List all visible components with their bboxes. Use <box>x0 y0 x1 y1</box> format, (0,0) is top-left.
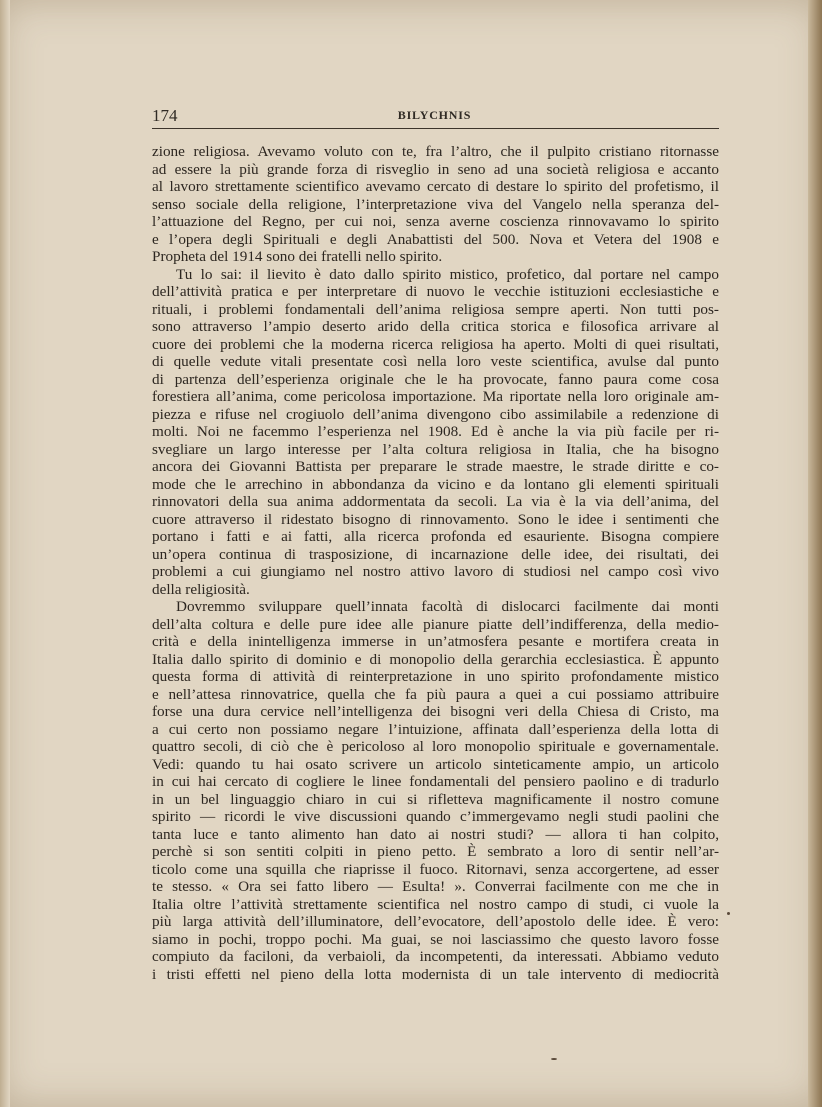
text-line: zione religiosa. Avevamo voluto con te, fra l’altro, che il pulpito cristiano ritornasse <box>152 143 719 160</box>
text-line: questa forma di attività di reinterpretazione in uno spirito profondamente mistico <box>152 668 719 685</box>
text-line: sono attraverso l’ampio deserto arido della critica storica e filosofica arrivare al <box>152 318 719 335</box>
text-line: Tu lo sai: il lievito è dato dallo spirito mistico, profetico, dal portare nel campo <box>176 265 719 283</box>
text-line: forestiera all’anima, come pericolosa importazione. Ma riportate nella loro originale am- <box>152 388 719 405</box>
text-line: senso sociale della religione, l’interpretazione viva del Vangelo nella speranza del- <box>152 195 719 213</box>
text-line: spirito — ricordi le vive discussioni quando c’immergevamo negli studi paolini che <box>152 808 719 825</box>
text-line: Propheta del 1914 sono dei fratelli nello spirito. <box>152 248 443 265</box>
header-rule <box>152 128 719 129</box>
text-line: e nell’attesa rinnovatrice, quella che fa più paura a quei a cui possiamo attribuire <box>152 685 719 703</box>
text-line: siamo in pochi, troppo pochi. Ma guai, se noi lasciassimo che questo lavoro fosse <box>152 930 719 948</box>
text-line: perchè si son sentiti colpiti in pieno petto. È sembrato a loro di sentir nell’ar- <box>152 843 719 860</box>
text-line: ancora dei Giovanni Battista per preparare le strade maestre, le strade diritte e co- <box>152 458 719 475</box>
ink-speck <box>727 912 730 915</box>
text-line: tanta luce e tanto alimento han dato ai nostri studi? — allora ti han colpito, <box>152 825 719 843</box>
text-line: più larga attività dell’illuminatore, dell’evocatore, dell’apostolo delle idee. È vero: <box>152 913 719 930</box>
text-line: quattro secoli, di ciò che è pericoloso al loro monopolio spirituale e governamentale. <box>152 738 719 755</box>
text-line: un’opera continua di trasposizione, di incarnazione delle idee, dei risultati, dei <box>152 545 719 563</box>
text-line: compiuto da faciloni, da verbaioli, da incompetenti, da interessati. Abbiamo veduto <box>152 948 719 965</box>
page-number: 174 <box>152 106 178 125</box>
text-line: portano i fatti e ai fatti, alla ricerca profonda ed esauriente. Bisogna compiere <box>152 528 719 545</box>
text-line: di partenza dell’esperienza originale che le ha provocate, fanno paura come cosa <box>152 370 719 388</box>
text-line: te stesso. « Ora sei fatto libero — Esulta! ». Converrai facilmente con me che in <box>152 878 719 895</box>
text-line: al lavoro strettamente scientifico avevamo cercato di destare lo spirito del profetismo, il <box>152 178 719 195</box>
text-line: in cui hai cercato di cogliere le linee fondamentali del pensiero paolino e di tradurlo <box>152 773 719 790</box>
text-line: Vedi: quando tu hai osato scrivere un articolo sinteticamente ampio, un articolo <box>152 755 719 773</box>
text-line: cuore attraverso il ridestato bisogno di rinnovamento. Sono le idee i sentimenti che <box>152 510 719 528</box>
text-line: Italia oltre l’attività strettamente scientifica nel nostro campo di studi, ci vuole la <box>152 895 719 913</box>
text-line: dell’attività pratica e per interpretare di nuovo le vecchie istituzioni ecclesiastiche e <box>152 283 719 300</box>
text-line: ticolo come una squilla che riaprisse il fuoco. Ritornavi, senza accorgertene, ad esser <box>152 860 719 878</box>
text-line: i tristi effetti nel pieno della lotta modernista di un tale intervento di mediocrità <box>152 965 719 983</box>
page-left-edge <box>0 0 10 1107</box>
text-line: cuore dei problemi che la moderna ricerca religiosa ha aperto. Molti di quei risultati, <box>152 335 719 353</box>
text-line: in un bel linguaggio chiaro in cui si rifletteva magnificamente il nostro comune <box>152 790 719 808</box>
text-line: a cui certo non possiamo negare l’intuizione, affinata dall’esperienza della lotta di <box>152 720 719 738</box>
text-line: mode che le arrechino in abbondanza da vicino e da lontano gli elementi spirituali <box>152 475 719 493</box>
text-line: di quelle vedute vitali presentate così nella loro veste scientifica, avulse dal punto <box>152 353 719 370</box>
text-line: l’attuazione del Regno, per cui noi, senza averne coscienza rinnovavamo lo spirito <box>152 213 719 230</box>
text-line: forse una dura cervice nell’intelligenza dei bisogni veri della Chiesa di Cristo, ma <box>152 703 719 720</box>
page-header <box>152 104 717 126</box>
text-line: dell’alta coltura e delle pure idee alle pianure piatte dell’indifferenza, della medio- <box>152 615 719 633</box>
running-title: BILYCHNIS <box>397 108 472 122</box>
page-right-edge <box>808 0 822 1107</box>
text-line: e l’opera degli Spirituali e degli Anabattisti del 500. Nova et Vetera del 1908 e <box>152 230 719 248</box>
text-line: rinnovatori della sua anima addormentata da secoli. La via è la via dell’anima, del <box>152 493 719 510</box>
text-line: Italia dallo spirito di dominio e di monopolio della gerarchia ecclesiastica. È appunto <box>152 650 719 668</box>
text-line: della religiosità. <box>152 580 250 598</box>
text-line: molti. Noi ne facemmo l’esperienza nel 1908. Ed è anche la via più facile per ri- <box>152 423 719 440</box>
body-text <box>152 143 719 983</box>
text-line: ad essere la più grande forza di risveglio in seno ad una società religiosa e accanto <box>152 160 719 178</box>
text-line: Dovremmo sviluppare quell’innata facoltà di dislocarci facilmente dai monti <box>176 598 719 615</box>
text-line: rituali, i problemi fondamentali dell’anima religiosa sempre aperti. Non tutti pos- <box>152 300 719 318</box>
text-line: piezza e rifuse nel crogiuolo dell’anima divengono cibo assimilabile a redenzione di <box>152 405 719 423</box>
ink-speck <box>551 1058 557 1060</box>
text-line: svegliare un largo interesse per l’alta coltura religiosa in Italia, che ha bisogno <box>152 440 719 458</box>
text-line: crità e della inintelligenza immerse in un’atmosfera pesante e mortifera creata in <box>152 633 719 650</box>
text-line: problemi a cui giungiamo nel nostro attivo lavoro di studiosi nel campo così vivo <box>152 563 719 580</box>
